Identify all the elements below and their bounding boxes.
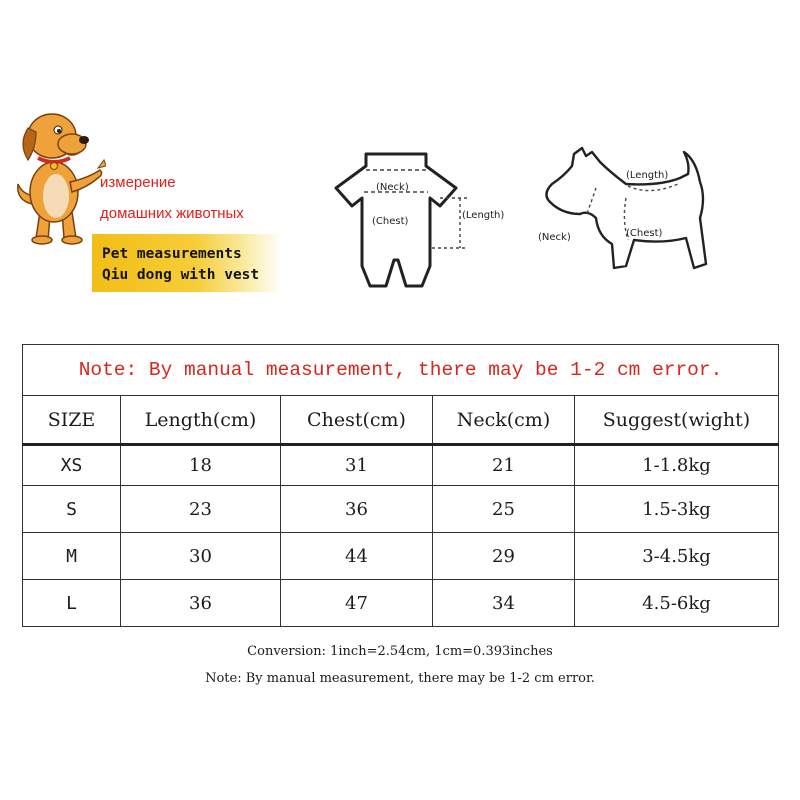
length-cell: 36 bbox=[121, 580, 281, 627]
conversion-note: Conversion: 1inch=2.54cm, 1cm=0.393inches bbox=[247, 644, 553, 659]
dog-diagram bbox=[530, 140, 730, 285]
shirt-chest-label: (Chest) bbox=[372, 216, 409, 227]
column-header: SIZE bbox=[23, 396, 121, 445]
length-cell: 30 bbox=[121, 533, 281, 580]
length-cell: 18 bbox=[121, 445, 281, 486]
neck-cell: 25 bbox=[433, 486, 575, 533]
shirt-neck-label: (Neck) bbox=[376, 182, 409, 193]
banner-line-1: Pet measurements bbox=[102, 246, 242, 262]
table-row bbox=[23, 580, 779, 627]
neck-cell: 29 bbox=[433, 533, 575, 580]
neck-cell: 21 bbox=[433, 445, 575, 486]
measurement-error-note: Note: By manual measurement, there may be 1-2 cm error. bbox=[205, 671, 595, 686]
note-row bbox=[23, 345, 779, 396]
russian-title-line-1: измерение bbox=[100, 174, 176, 191]
weight-cell: 4.5-6kg bbox=[575, 580, 779, 627]
size-cell: L bbox=[23, 580, 121, 627]
shirt-diagram bbox=[328, 140, 528, 300]
chest-cell: 47 bbox=[281, 580, 433, 627]
size-cell: M bbox=[23, 533, 121, 580]
table-row bbox=[23, 486, 779, 533]
dog-chest-label: (Chest) bbox=[626, 228, 663, 239]
neck-cell: 34 bbox=[433, 580, 575, 627]
chest-cell: 36 bbox=[281, 486, 433, 533]
length-cell: 23 bbox=[121, 486, 281, 533]
pet-measurements-banner bbox=[92, 234, 282, 292]
dog-mascot-icon bbox=[14, 108, 106, 248]
column-header: Chest(cm) bbox=[281, 396, 433, 445]
chest-cell: 31 bbox=[281, 445, 433, 486]
shirt-length-label: (Length) bbox=[462, 210, 505, 221]
table-row bbox=[23, 445, 779, 486]
table-row bbox=[23, 533, 779, 580]
dog-neck-label: (Neck) bbox=[538, 232, 571, 243]
size-cell: XS bbox=[23, 445, 121, 486]
chest-cell: 44 bbox=[281, 533, 433, 580]
dog-outline-icon bbox=[546, 148, 706, 268]
weight-cell: 1.5-3kg bbox=[575, 486, 779, 533]
banner-line-2: Qiu dong with vest bbox=[102, 267, 260, 283]
size-chart-table bbox=[22, 344, 779, 627]
table-note: Note: By manual measurement, there may be 1-2 cm error. bbox=[23, 345, 779, 396]
column-header: Neck(cm) bbox=[433, 396, 575, 445]
column-header: Suggest(wight) bbox=[575, 396, 779, 445]
russian-title-line-2: домашних животных bbox=[100, 205, 244, 222]
weight-cell: 1-1.8kg bbox=[575, 445, 779, 486]
dog-length-label: (Length) bbox=[626, 170, 669, 181]
size-cell: S bbox=[23, 486, 121, 533]
header-row bbox=[23, 396, 779, 445]
column-header: Length(cm) bbox=[121, 396, 281, 445]
weight-cell: 3-4.5kg bbox=[575, 533, 779, 580]
